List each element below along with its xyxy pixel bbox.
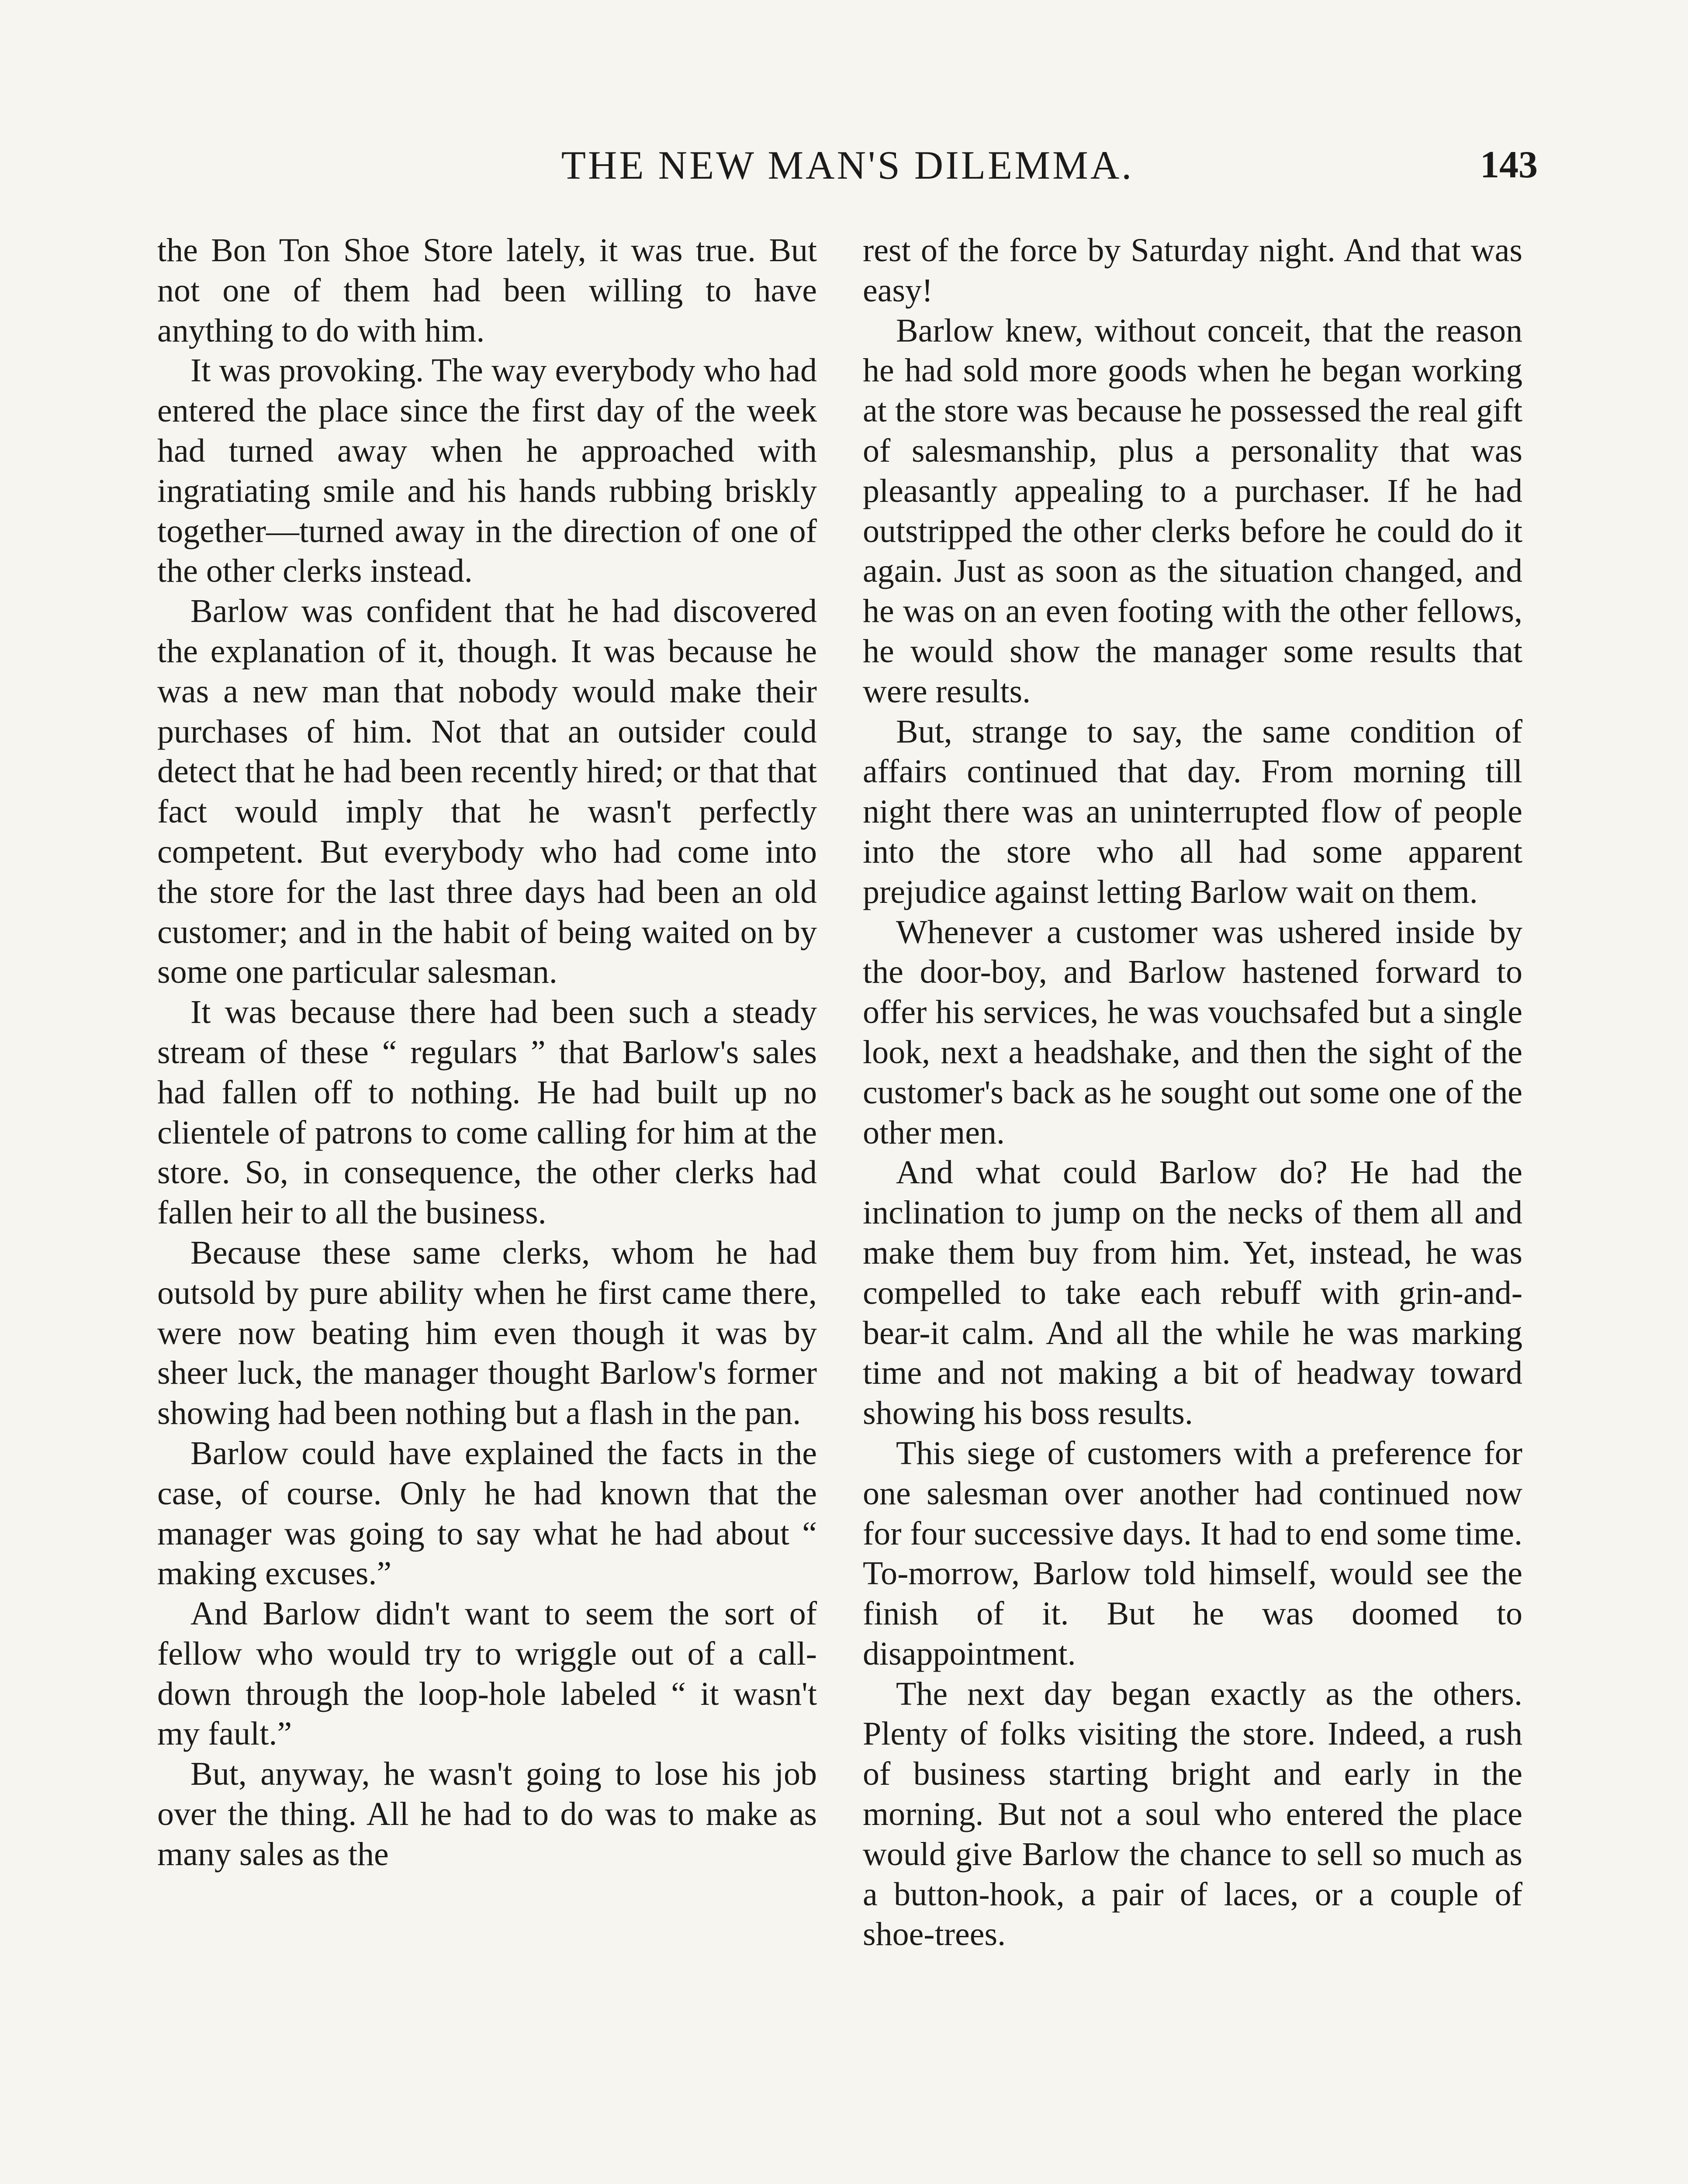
paragraph: Because these same clerks, whom he had outsold by pure ability when he first came there, were now beating him even though it was by sheer luck, the manager thought Barlow's former showing had been nothing but a flash in the pan. — [157, 1234, 817, 1432]
paragraph: Whenever a customer was ushered inside by the door-boy, and Barlow hastened forward to offer his services, he was vouchsafed but a single look, next a headshake, and then the sight of the customer's back as he sought out some one of the other men. — [863, 913, 1522, 1151]
paragraph: The next day began exactly as the others. Plenty of folks visiting the store. Indeed, a rush of business starting bright and early in the morning. But not a soul who entered the place would give Barlow the chance to sell so much as a button-hook, a pair of laces, or a couple of shoe-trees. — [863, 1675, 1522, 1953]
right-column — [863, 231, 1522, 1955]
paragraph: Barlow knew, without conceit, that the reason he had sold more goods when he began working at the store was because he possessed the real gift of salesmanship, plus a personality that was pleasantly appealing to a purchaser. If he had outstripped the other clerks before he could do it again. Just as soon as the situation changed, and he was on an even footing with the other fellows, he would show the manager some results that were results. — [863, 312, 1522, 710]
running-header — [157, 139, 1538, 200]
paragraph: And Barlow didn't want to seem the sort of fellow who would try to wriggle out of a call-down through the loop-hole labeled “ it wasn't my fault.” — [157, 1595, 817, 1752]
paragraph: the Bon Ton Shoe Store lately, it was true. But not one of them had been willing to have anything to do with him. — [157, 232, 817, 349]
paragraph: Barlow could have explained the facts in the case, of course. Only he had known that the manager was going to say what he had about “ making excuses.” — [157, 1434, 817, 1592]
paragraph: This siege of customers with a preference for one salesman over another had continued now for four successive days. It had to end some time. To-morrow, Barlow told himself, would see the finish of it. But he was doomed to disappointment. — [863, 1434, 1522, 1672]
paragraph: But, anyway, he wasn't going to lose his job over the thing. All he had to do was to make as many sales as the — [157, 1755, 817, 1873]
paragraph: Barlow was confident that he had discovered the explanation of it, though. It was because he was a new man that nobody would make their purchases of him. Not that an outsider could detect that he had been recently hired; or that that fact would imply that he wasn't perfectly competent. But everybody who had come into the store for the last three days had been an old customer; and in the habit of being waited on by some one particular salesman. — [157, 593, 817, 991]
paragraph: rest of the force by Saturday night. And that was easy! — [863, 232, 1522, 309]
left-column — [157, 231, 817, 1875]
paragraph: It was provoking. The way everybody who had entered the place since the first day of the week had turned away when he approached with ingratiating smile and his hands rubbing briskly together—turned away in the direction of one of the other clerks instead. — [157, 352, 817, 590]
running-title: THE NEW MAN'S DILEMMA. — [561, 143, 1134, 187]
paragraph: And what could Barlow do? He had the inclination to jump on the necks of them all and make them buy from him. Yet, instead, he was compelled to take each rebuff with grin-and-bear-it calm. And all the while he was marking time and not making a bit of headway toward showing his boss results. — [863, 1154, 1522, 1432]
page-number: 143 — [1480, 144, 1538, 186]
paragraph: It was because there had been such a steady stream of these “ regulars ” that Barlow's sales had fallen off to nothing. He had built up no clientele of patrons to come calling for him at the store. So, in consequence, the other clerks had fallen heir to all the business. — [157, 994, 817, 1231]
paragraph: But, strange to say, the same condition of affairs continued that day. From morning till night there was an uninterrupted flow of people into the store who all had some apparent prejudice against letting Barlow wait on them. — [863, 713, 1522, 910]
